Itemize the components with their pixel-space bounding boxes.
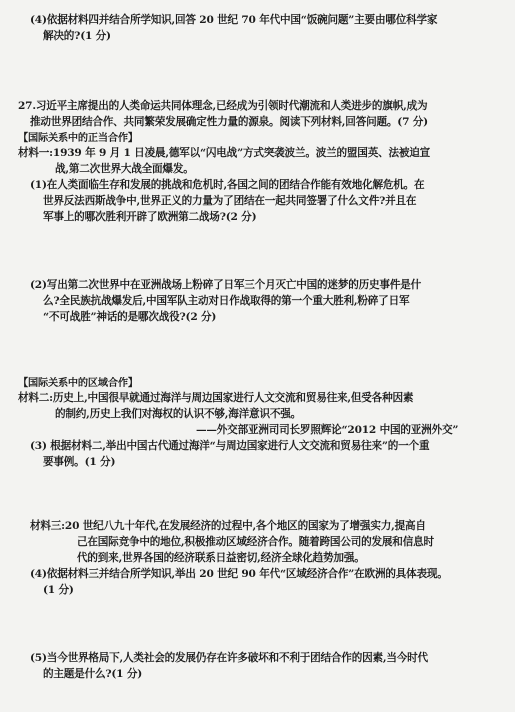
- q27-intro-line1: 27.习近平主席提出的人类命运共同体理念,已经成为引领时代潮流和人类进步的旗帜,成为: [18, 100, 428, 112]
- material3-line2: 己在国际竞争中的地位,积极推动区域经济合作。随着跨国公司的发展和信息时: [77, 536, 434, 548]
- q27-intro-line2: 推动世界团结合作、共同繁荣发展确定性力量的源泉。阅读下列材料,回答问题。(7 分): [30, 116, 428, 128]
- q2-line1: (2)写出第二次世界中在亚洲战场上粉碎了日军三个月灭亡中国的迷梦的历史事件是什: [30, 279, 421, 291]
- q4-line2: (1 分): [43, 584, 74, 596]
- material2-source: ——外交部亚洲司司长罗照辉论“2012 中国的亚洲外交”: [196, 424, 459, 436]
- material2-line1: 材料二:历史上,中国很早就通过海洋与周边国家进行人文交流和贸易往来,但受各种因素: [18, 392, 414, 404]
- material1-line1: 材料一:1939 年 9 月 1 日凌晨,德军以“闪电战”方式突袭波兰。波兰的盟国英、法被迫宣: [18, 147, 431, 159]
- q5-line2: 的主题是什么?(1 分): [43, 668, 143, 680]
- q1-line1: (1)在人类面临生存和发展的挑战和危机时,各国之间的团结合作能有效地化解危机。在: [30, 179, 425, 191]
- q1-line3: 军事上的哪次胜利开辟了欧洲第二战场?(2 分): [43, 211, 257, 223]
- q5-line1: (5)当今世界格局下,人类社会的发展仍存在许多破坏和不利于团结合作的因素,当今时代: [30, 652, 428, 664]
- section2-title: 【国际关系中的区域合作】: [18, 378, 138, 389]
- material3-line3: 代的到来,世界各国的经济联系日益密切,经济全球化趋势加强。: [77, 552, 365, 564]
- material1-line2: 战,第二次世界大战全面爆发。: [55, 163, 194, 175]
- prev-q4-line2: 解决的?(1 分): [43, 30, 111, 42]
- q2-line2: 么?全民族抗战爆发后,中国军队主动对日作战取得的第一个重大胜利,粉碎了日军: [43, 295, 410, 307]
- q2-line3: “不可战胜”神话的是哪次战役?(2 分): [43, 311, 217, 323]
- q4-line1: (4)依据材料三并结合所学知识,举出 20 世纪 90 年代“区域经济合作”在欧洲的具体表现。: [30, 568, 448, 580]
- material2-line2: 的制约,历史上我们对海权的认识不够,海洋意识不强。: [55, 408, 302, 420]
- prev-q4-line1: (4)依据材料四并结合所学知识,回答 20 世纪 70 年代中国“饭碗问题”主要由哪位科学家: [30, 14, 438, 26]
- q1-line2: 世界反法西斯战争中,世界正义的力量为了团结在一起共同签署了什么文件?并且在: [43, 195, 417, 207]
- q3-line1: (3) 根据材料二,举出中国古代通过海洋“与周边国家进行人文交流和贸易往来”的一个重: [30, 440, 430, 452]
- material3-line1: 材料三:20 世纪八九十年代,在发展经济的过程中,各个地区的国家为了增强实力,提高自: [30, 520, 426, 532]
- q3-line2: 要事例。(1 分): [43, 456, 116, 468]
- section1-title: 【国际关系中的正当合作】: [18, 133, 138, 144]
